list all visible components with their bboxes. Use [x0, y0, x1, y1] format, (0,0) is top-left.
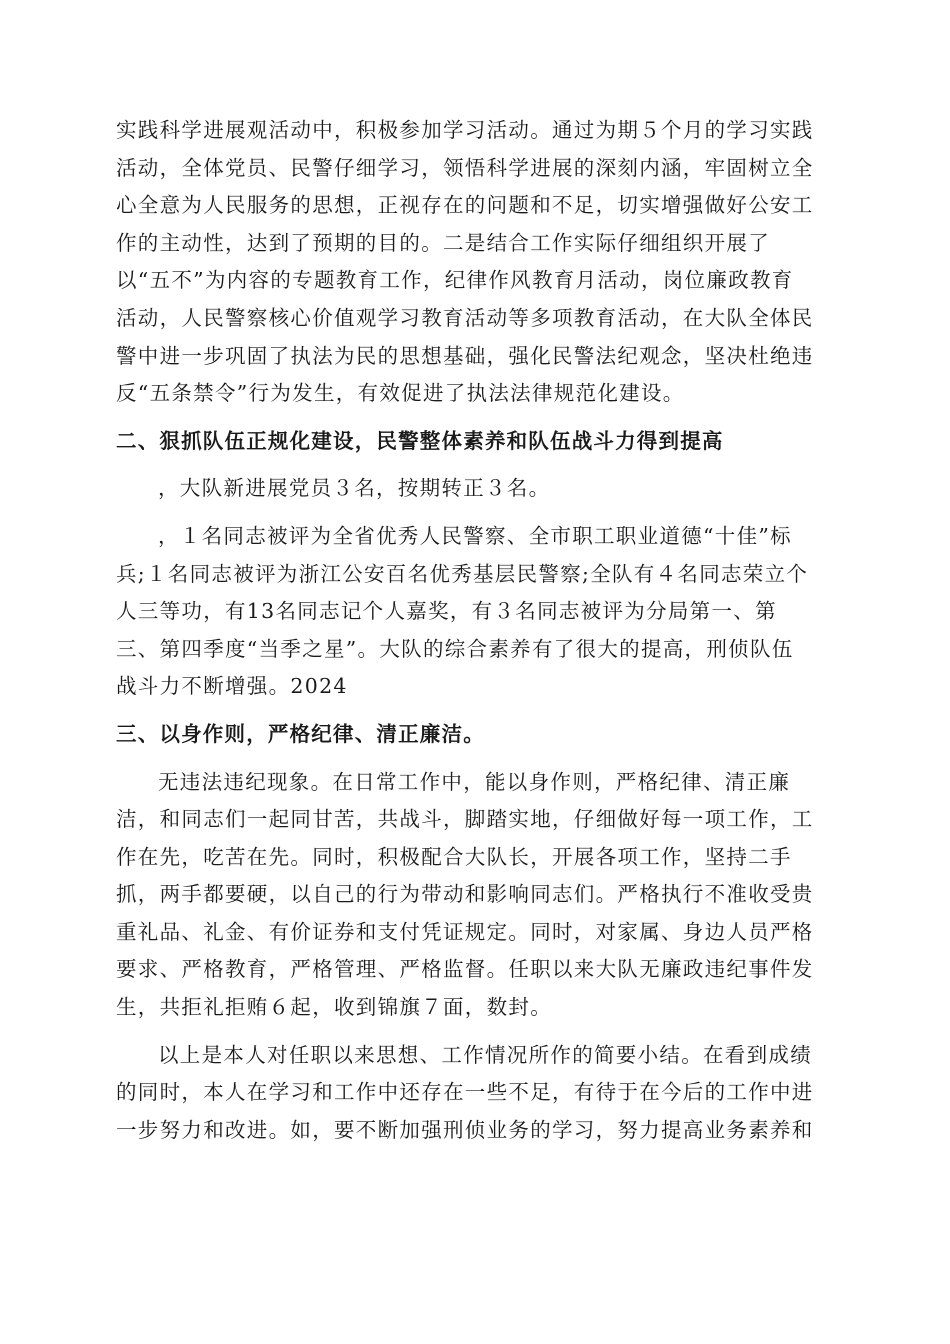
- text-line: 作在先，吃苦在先。同时，积极配合大队长，开展各项工作，坚持二手: [116, 844, 792, 869]
- document-body: [116, 112, 836, 1149]
- text-line: 实践科学进展观活动中，积极参加学习活动。通过为期５个月的学习实践: [116, 118, 814, 142]
- paragraph-awards: [116, 518, 836, 706]
- text-line: 三、第四季度“当季之星”。大队的综合素养有了很大的提高，刑侦队伍: [116, 636, 794, 661]
- text-line: 以上是本人对任职以来思想、工作情况所作的简要小结。在看到成绩: [158, 1042, 812, 1067]
- text-line: 战斗力不断增强。2024: [116, 674, 348, 699]
- text-line: 活动，人民警察核心价值观学习教育活动等多项教育活动，在大队全体民: [116, 305, 814, 330]
- text-line: 洁，和同志们一起同甘苦，共战斗，脚踏实地，仔细做好每一项工作，工: [116, 807, 814, 832]
- text-line: 无违法违纪现象。在日常工作中，能以身作则，严格纪律、清正廉: [158, 769, 791, 794]
- text-line: 人三等功，有13名同志记个人嘉奖，有３名同志被评为分局第一、第: [116, 599, 777, 624]
- text-line: 作的主动性，达到了预期的目的。二是结合工作实际仔细组织开展了: [116, 230, 770, 255]
- text-line: 活动，全体党员、民警仔细学习，领悟科学进展的深刻内涵，牢固树立全: [116, 155, 814, 180]
- text-line: 心全意为人民服务的思想，正视存在的问题和不足，切实增强做好公安工: [116, 193, 814, 218]
- text-line: 要求、严格教育，严格管理、严格监督。任职以来大队无廉政违纪事件发: [116, 957, 814, 982]
- text-line: 兵;１名同志被评为浙江公安百名优秀基层民警察;全队有４名同志荣立个: [116, 561, 809, 586]
- text-line: 一步努力和改进。如，要不断加强刑侦业务的学习，努力提高业务素养和: [116, 1117, 814, 1142]
- paragraph-summary: [116, 1037, 836, 1150]
- paragraph-study-activities: [116, 112, 836, 413]
- paragraph-integrity: [116, 764, 836, 1027]
- text-line: 以“五不”为内容的专题教育工作，纪律作风教育月活动，岗位廉政教育: [116, 268, 794, 293]
- text-line: 重礼品、礼金、有价证券和支付凭证规定。同时，对家属、身边人员严格: [116, 919, 814, 944]
- text-line: 生，共拒礼拒贿６起，收到锦旗７面，数封。: [116, 995, 552, 1020]
- section-heading-team-building: 二、狠抓队伍正规化建设，民警整体素养和队伍战斗力得到提高: [116, 428, 724, 453]
- text-line: 抓，两手都要硬，以自己的行为带动和影响同志们。严格执行不准收受贵: [116, 882, 814, 907]
- text-line: 警中进一步巩固了执法为民的思想基础，强化民警法纪观念，坚决杜绝违: [116, 343, 814, 368]
- text-line: ，１名同志被评为全省优秀人民警察、全市职工职业道德“十佳”标: [158, 523, 792, 548]
- section-heading-discipline: 三、以身作则，严格纪律、清正廉洁。: [116, 721, 485, 746]
- paragraph-party-members: [116, 470, 836, 508]
- text-line: 反“五条禁令”行为发生，有效促进了执法法律规范化建设。: [116, 381, 685, 406]
- text-line: 的同时，本人在学习和工作中还存在一些不足，有待于在今后的工作中进: [116, 1080, 814, 1105]
- text-line: ，大队新进展党员３名，按期转正３名。: [158, 476, 551, 501]
